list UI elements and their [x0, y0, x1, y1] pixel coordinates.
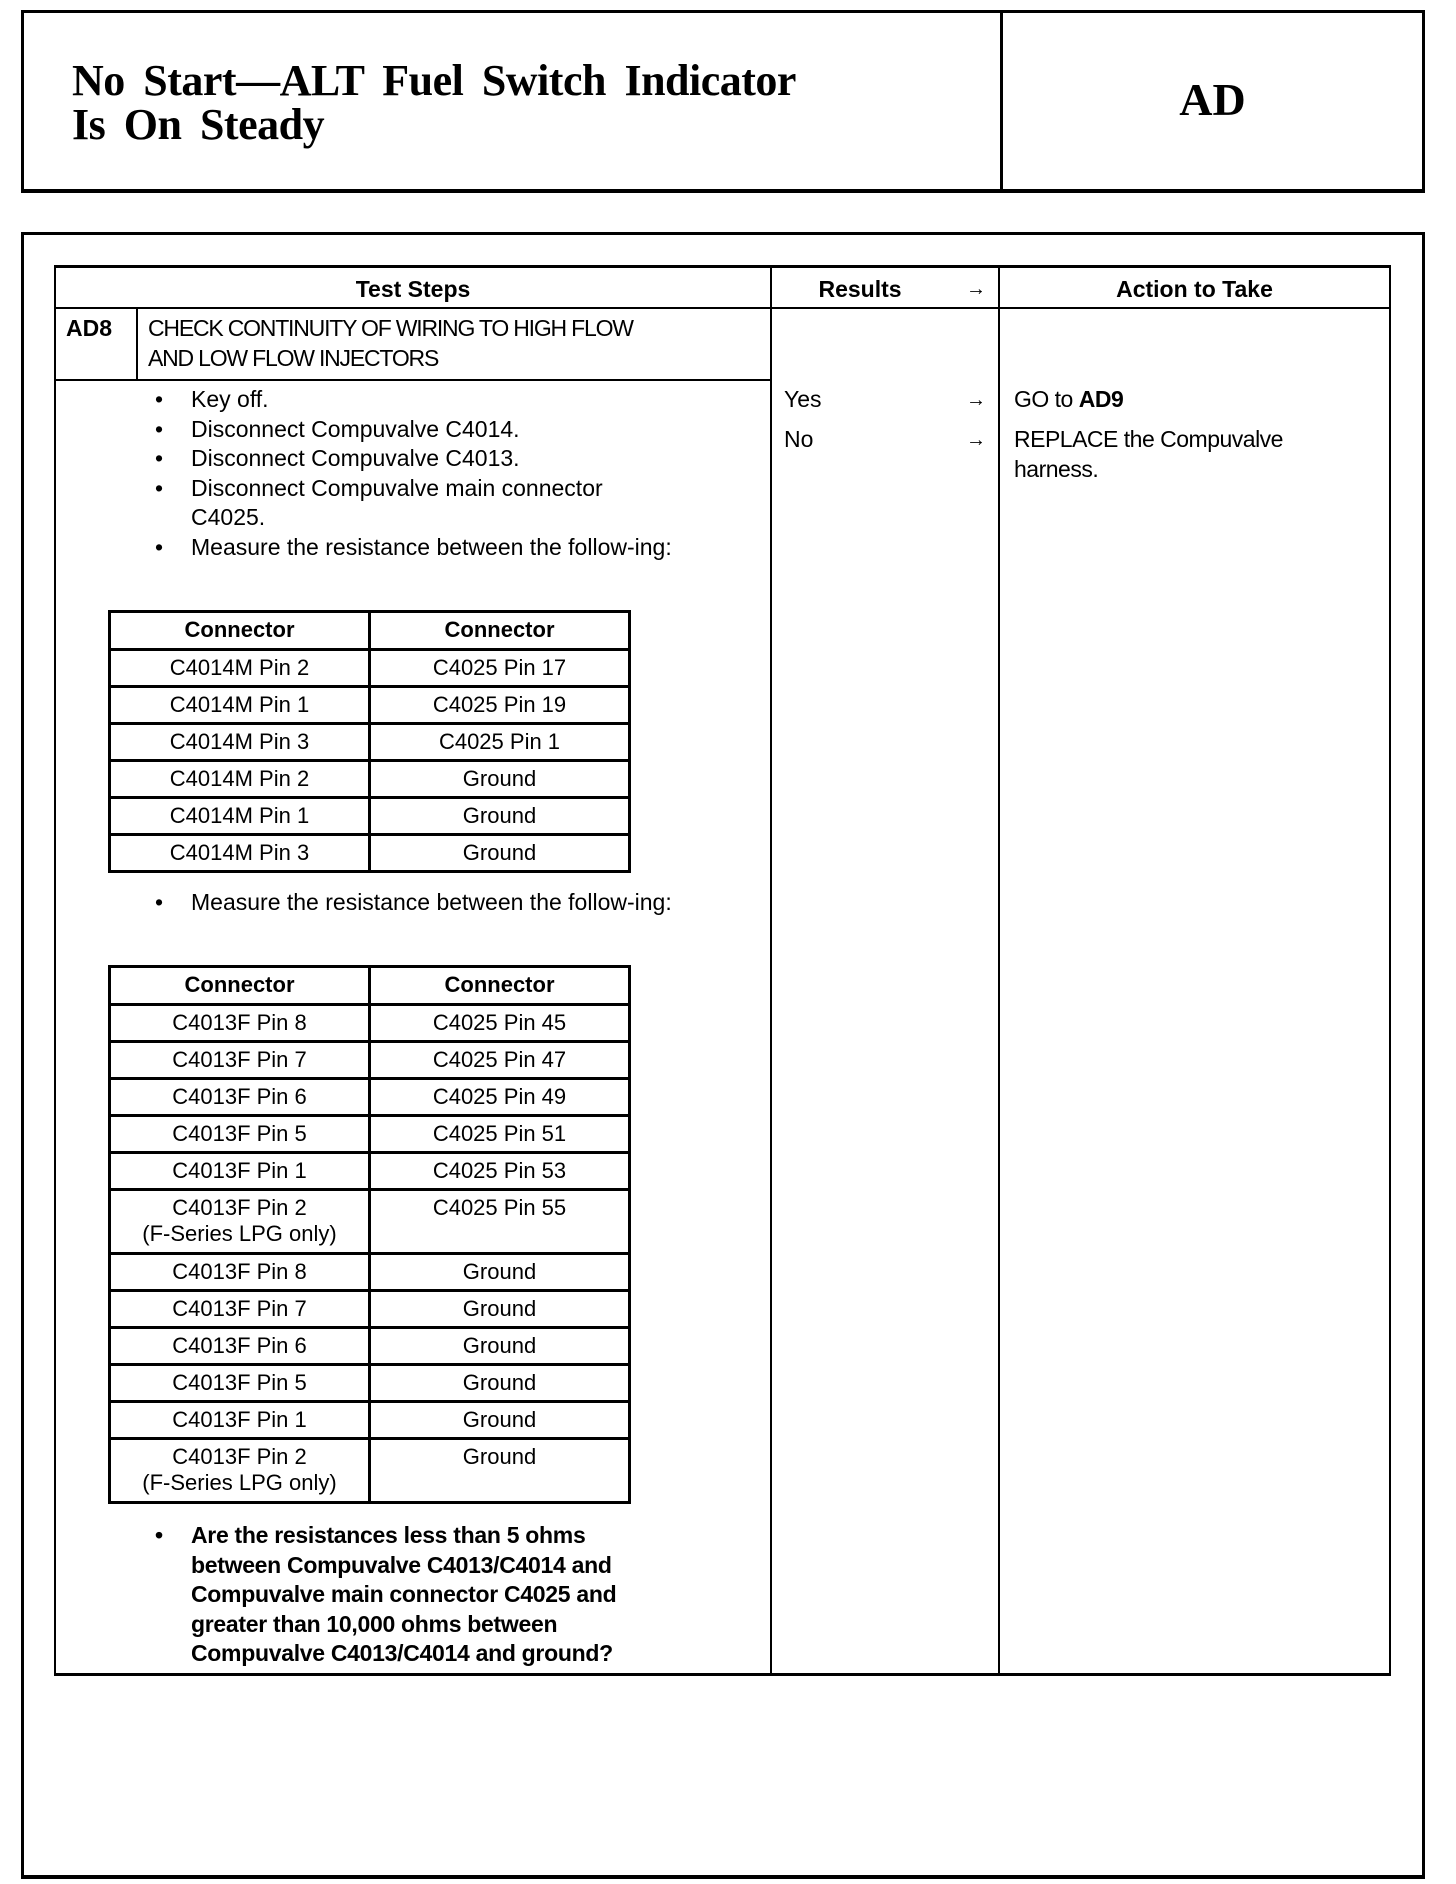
table-row — [110, 761, 630, 798]
cell-text: C4013F Pin 2 — [172, 1195, 307, 1220]
connector-table-2 — [108, 965, 631, 1504]
connector-cell — [110, 724, 370, 761]
connector-cell — [110, 1153, 370, 1190]
connector-cell: Ground — [370, 1328, 630, 1365]
connector-cell — [110, 1254, 370, 1291]
column-divider — [770, 268, 772, 1673]
connector-cell: Ground — [370, 798, 630, 835]
connector-cell: Ground — [370, 1439, 630, 1503]
connector-cell — [110, 1042, 370, 1079]
table-row — [110, 798, 630, 835]
cell-text: C4014M Pin 1 — [169, 803, 310, 828]
section-code: AD — [1179, 74, 1246, 125]
connector-cell — [110, 1365, 370, 1402]
table-row — [110, 1079, 630, 1116]
connector-cell: Ground — [370, 835, 630, 872]
header-rule — [56, 307, 1389, 309]
action-yes-target: AD9 — [1078, 386, 1124, 412]
table-row — [110, 1328, 630, 1365]
connector-cell: C4025 Pin 17 — [370, 650, 630, 687]
connector-cell: C4025 Pin 1 — [370, 724, 630, 761]
step-title-line-1: CHECK CONTINUITY OF WIRING TO HIGH FLOW — [148, 315, 633, 341]
table-header-row — [110, 612, 630, 650]
title-line-2: Is On Steady — [72, 100, 325, 149]
connector-cell: Ground — [370, 1291, 630, 1328]
diagnostic-table — [54, 265, 1391, 1676]
cell-text: C4014M Pin 3 — [169, 729, 310, 754]
connector-cell: Ground — [370, 1402, 630, 1439]
step-id-divider — [136, 308, 138, 380]
bullet-item: • Measure the resistance between the follow-ing: — [155, 533, 675, 563]
col-results: Results — [818, 276, 902, 302]
connector-cell — [110, 1116, 370, 1153]
bullet-item: • Disconnect Compuvalve C4014. — [155, 415, 675, 445]
cell-text: C4013F Pin 7 — [172, 1047, 307, 1072]
connector-cell: C4025 Pin 49 — [370, 1079, 630, 1116]
table-row — [110, 1291, 630, 1328]
action-no: REPLACE the Compuvalve harness. — [1014, 426, 1283, 482]
page-title — [72, 56, 796, 149]
connector-cell: Ground — [370, 1254, 630, 1291]
table-row — [110, 1439, 630, 1503]
cell-text: C4014M Pin 2 — [169, 766, 310, 791]
step-title-line-2: AND LOW FLOW INJECTORS — [148, 344, 439, 371]
connector-cell: C4025 Pin 55 — [370, 1190, 630, 1254]
step-id: AD8 — [66, 315, 113, 341]
bullet-item: • Measure the resistance between the follow-ing: — [155, 888, 675, 918]
col-action: Action to Take — [1116, 276, 1273, 302]
connector-cell — [110, 835, 370, 872]
connector-cell: Ground — [370, 1365, 630, 1402]
table-row — [110, 1365, 630, 1402]
connector-cell — [110, 1190, 370, 1254]
result-yes: Yes — [784, 386, 822, 412]
arrow-icon: → — [966, 389, 986, 411]
title-line-1: No Start—ALT Fuel Switch Indicator — [72, 56, 796, 105]
bullet-item: • Disconnect Compuvalve main connector C4025. — [155, 474, 675, 533]
cell-text: C4013F Pin 2 — [172, 1444, 307, 1469]
table-row — [110, 724, 630, 761]
connector-cell — [110, 1328, 370, 1365]
arrow-icon: → — [966, 278, 986, 300]
connector-cell — [110, 1291, 370, 1328]
cell-text: C4013F Pin 5 — [172, 1370, 307, 1395]
connector-cell: C4025 Pin 19 — [370, 687, 630, 724]
cell-text: C4013F Pin 7 — [172, 1296, 307, 1321]
connector-table-1 — [108, 610, 631, 873]
table-row — [110, 835, 630, 872]
result-no: No — [784, 426, 814, 452]
connector-cell — [110, 650, 370, 687]
cell-text: C4013F Pin 8 — [172, 1010, 307, 1035]
cell-text: C4013F Pin 5 — [172, 1121, 307, 1146]
column-header: Connector — [370, 967, 630, 1005]
cell-text: C4013F Pin 6 — [172, 1084, 307, 1109]
cell-note: (F-Series LPG only) — [142, 1221, 337, 1246]
table-row — [110, 1153, 630, 1190]
action-yes — [1014, 385, 1123, 415]
table-row — [110, 1005, 630, 1042]
step-title-rule — [56, 379, 770, 381]
connector-cell: C4025 Pin 53 — [370, 1153, 630, 1190]
cell-text: C4013F Pin 1 — [172, 1158, 307, 1183]
cell-text: C4014M Pin 2 — [169, 655, 310, 680]
action-yes-text: GO to — [1014, 386, 1079, 412]
cell-text: C4013F Pin 8 — [172, 1259, 307, 1284]
table-row — [110, 1116, 630, 1153]
connector-cell — [110, 1402, 370, 1439]
bullet-item: • Key off. — [155, 385, 675, 415]
connector-cell — [110, 1439, 370, 1503]
connector-cell — [110, 687, 370, 724]
connector-cell: C4025 Pin 45 — [370, 1005, 630, 1042]
connector-cell — [110, 1005, 370, 1042]
step-question — [155, 1521, 655, 1669]
table-row — [110, 1042, 630, 1079]
cell-note: (F-Series LPG only) — [142, 1470, 337, 1495]
step-title — [148, 314, 633, 373]
table-row — [110, 650, 630, 687]
page-header — [21, 10, 1425, 193]
connector-cell — [110, 798, 370, 835]
connector-cell — [110, 1079, 370, 1116]
table-row — [110, 687, 630, 724]
table-row — [110, 1190, 630, 1254]
step-bullets — [155, 385, 675, 562]
cell-text: C4013F Pin 6 — [172, 1333, 307, 1358]
arrow-icon: → — [966, 429, 986, 451]
column-divider — [998, 268, 1000, 1673]
step-bullets-2 — [155, 888, 675, 918]
cell-text: C4014M Pin 3 — [169, 840, 310, 865]
cell-text: C4013F Pin 1 — [172, 1407, 307, 1432]
table-row — [110, 1254, 630, 1291]
col-test-steps: Test Steps — [355, 276, 471, 302]
table-row — [110, 1402, 630, 1439]
column-header: Connector — [370, 612, 630, 650]
connector-cell: C4025 Pin 47 — [370, 1042, 630, 1079]
bullet-item: • Disconnect Compuvalve C4013. — [155, 444, 675, 474]
connector-cell: C4025 Pin 51 — [370, 1116, 630, 1153]
connector-cell: Ground — [370, 761, 630, 798]
cell-text: C4014M Pin 1 — [169, 692, 310, 717]
table-header-row — [110, 967, 630, 1005]
column-header: Connector — [110, 612, 370, 650]
column-header: Connector — [110, 967, 370, 1005]
question-text: • Are the resistances less than 5 ohms between Compuvalve C4013/C4014 and Compuvalve main connector C4025 and greater than 10,000 ohms between Compuvalve C4013/C4014 and ground? — [155, 1521, 655, 1669]
connector-cell — [110, 761, 370, 798]
